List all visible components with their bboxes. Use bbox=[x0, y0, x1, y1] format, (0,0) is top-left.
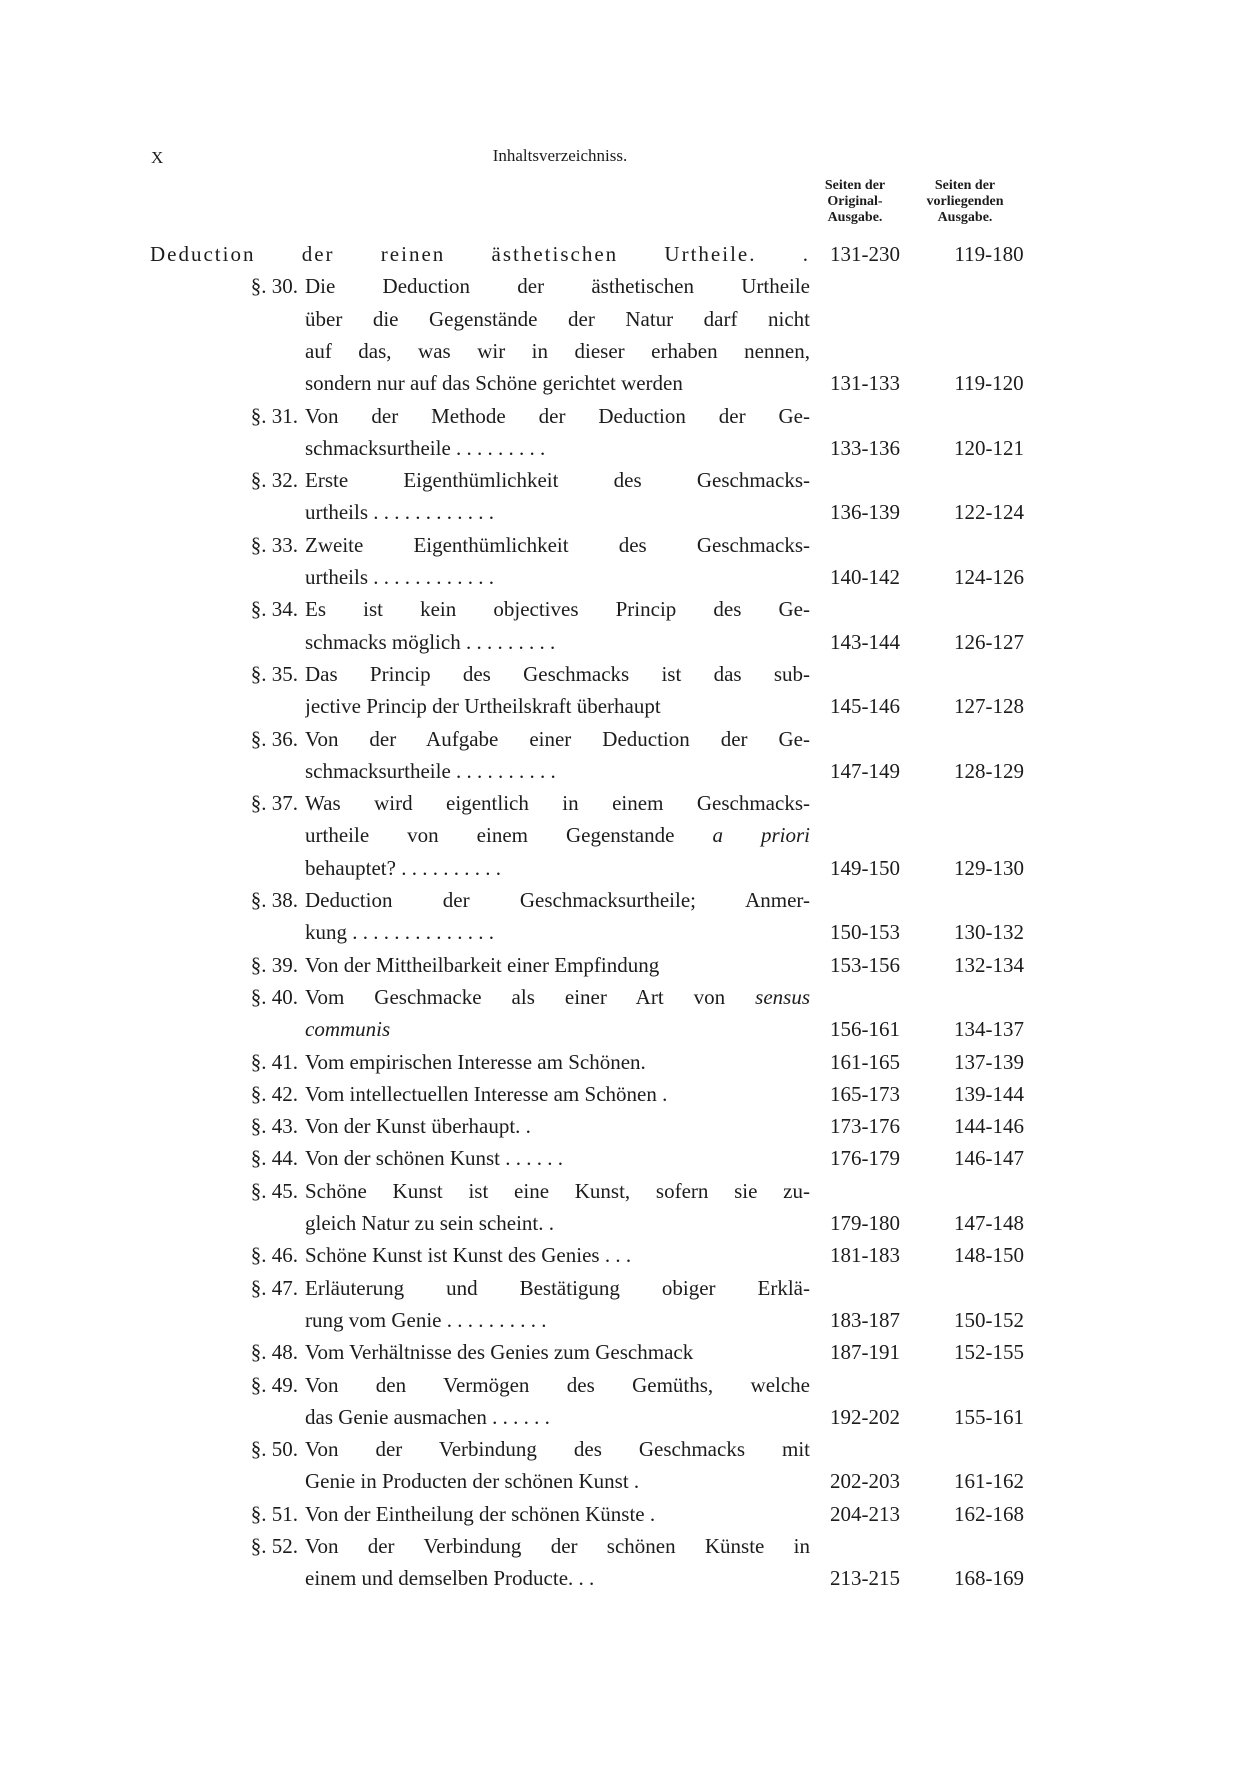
section-number: §. 30. bbox=[250, 274, 298, 299]
entry-text-line: auf das, was wir in dieser erhaben nennen, bbox=[305, 338, 810, 363]
entry-text-line: Vom intellectuellen Interesse am Schönen . bbox=[305, 1081, 668, 1106]
entry-text-line: urtheils . . . . . . . . . . . . bbox=[305, 500, 494, 525]
section-number: §. 37. bbox=[250, 791, 298, 816]
present-pages: 148-150 bbox=[954, 1243, 1024, 1268]
original-pages: 181-183 bbox=[830, 1243, 900, 1268]
original-pages: 173-176 bbox=[830, 1114, 900, 1139]
section-number: §. 39. bbox=[250, 952, 298, 977]
italic-phrase: a priori bbox=[674, 823, 810, 848]
present-pages: 134-137 bbox=[954, 1017, 1024, 1042]
entry-text-line: sondern nur auf das Schöne gerichtet werden bbox=[305, 371, 683, 396]
section-number: §. 45. bbox=[250, 1178, 298, 1203]
section-number: §. 48. bbox=[250, 1340, 298, 1365]
entry-text-line: Das Princip des Geschmacks ist das sub- bbox=[305, 661, 810, 686]
original-pages: 213-215 bbox=[830, 1566, 900, 1591]
present-pages: 162-168 bbox=[954, 1501, 1024, 1526]
original-pages: 187-191 bbox=[830, 1340, 900, 1365]
entry-text-line: urtheile von einem Gegenstande a priori bbox=[305, 823, 810, 848]
deduction-present-pages: 119-180 bbox=[954, 242, 1024, 266]
present-pages: 168-169 bbox=[954, 1566, 1024, 1591]
entry-text-line: Von der schönen Kunst . . . . . . bbox=[305, 1146, 564, 1171]
entry-text-line: Von den Vermögen des Gemüths, welche bbox=[305, 1372, 810, 1397]
section-number: §. 40. bbox=[250, 984, 298, 1009]
entry-text-line: Genie in Producten der schönen Kunst . bbox=[305, 1469, 640, 1494]
entry-text-line: Erste Eigenthümlichkeit des Geschmacks- bbox=[305, 468, 810, 493]
original-pages: 202-203 bbox=[830, 1469, 900, 1494]
section-number: §. 44. bbox=[250, 1146, 298, 1171]
entry-text-line: Zweite Eigenthümlichkeit des Geschmacks- bbox=[305, 532, 810, 557]
entry-text-line: Von der Mittheilbarkeit einer Empfindung bbox=[305, 952, 660, 977]
column-header-line: vorliegenden bbox=[926, 194, 1004, 209]
present-pages: 152-155 bbox=[954, 1340, 1024, 1365]
section-number: §. 42. bbox=[250, 1081, 298, 1106]
entry-text-line: urtheils . . . . . . . . . . . . bbox=[305, 565, 494, 589]
entry-text-line: Was wird eigentlich in einem Geschmacks- bbox=[305, 791, 810, 816]
entry-text-line: Vom empirischen Interesse am Schönen. bbox=[305, 1049, 646, 1074]
entry-text-line: Vom Geschmacke als einer Art von sensus bbox=[305, 984, 810, 1009]
column-header-line: Original- bbox=[827, 194, 883, 209]
section-number: §. 38. bbox=[250, 888, 298, 912]
section-number: §. 49. bbox=[250, 1372, 298, 1397]
original-pages: 149-150 bbox=[830, 855, 900, 880]
entry-text-line: rung vom Genie . . . . . . . . . . bbox=[305, 1307, 547, 1332]
entry-text-line: Von der Verbindung des Geschmacks mit bbox=[305, 1437, 810, 1462]
entry-text-line: Von der Methode der Deduction der Ge- bbox=[305, 403, 810, 428]
present-pages: 150-152 bbox=[954, 1307, 1024, 1332]
entry-text-line: einem und demselben Producte. . . bbox=[305, 1566, 595, 1591]
page-number: X bbox=[151, 148, 164, 167]
present-pages: 155-161 bbox=[954, 1404, 1024, 1429]
section-number: §. 50. bbox=[250, 1437, 298, 1462]
original-pages: 145-146 bbox=[830, 694, 900, 719]
entry-text-line: Von der Kunst überhaupt. . bbox=[305, 1114, 531, 1139]
original-pages: 161-165 bbox=[830, 1049, 900, 1074]
italic-phrase: communis bbox=[305, 1017, 391, 1042]
entry-text-line: Von der Verbindung der schönen Künste in bbox=[305, 1534, 810, 1558]
present-pages: 132-134 bbox=[954, 952, 1024, 977]
present-pages: 161-162 bbox=[954, 1469, 1024, 1494]
present-pages: 119-120 bbox=[954, 371, 1024, 396]
section-number: §. 41. bbox=[250, 1049, 298, 1074]
original-pages: 179-180 bbox=[830, 1211, 900, 1235]
column-header-line: Ausgabe. bbox=[937, 210, 993, 225]
entry-text-line: Erläuterung und Bestätigung obiger Erklä- bbox=[305, 1275, 810, 1300]
present-pages: 130-132 bbox=[954, 920, 1024, 945]
entry-text-line: über die Gegenstände der Natur darf nicht bbox=[305, 306, 810, 331]
entry-text-line: Die Deduction der ästhetischen Urtheile bbox=[305, 274, 810, 299]
column-header-line: Seiten der bbox=[824, 178, 886, 193]
section-number: §. 32. bbox=[250, 468, 298, 493]
deduction-original-pages: 131-230 bbox=[830, 242, 900, 266]
original-pages: 192-202 bbox=[830, 1404, 900, 1429]
column-header-original-edition bbox=[800, 178, 910, 226]
original-pages: 153-156 bbox=[830, 952, 900, 977]
present-pages: 122-124 bbox=[954, 500, 1024, 525]
section-number: §. 47. bbox=[250, 1275, 298, 1300]
entry-text-line: Vom Verhältnisse des Genies zum Geschmack bbox=[305, 1340, 694, 1365]
original-pages: 143-144 bbox=[830, 629, 900, 654]
entry-text-line: das Genie ausmachen . . . . . . bbox=[305, 1404, 550, 1429]
original-pages: 147-149 bbox=[830, 758, 900, 783]
original-pages: 183-187 bbox=[830, 1307, 900, 1332]
running-head: Inhaltsverzeichniss. bbox=[492, 146, 628, 165]
entry-text-line: Deduction der Geschmacksurtheile; Anmer- bbox=[305, 888, 810, 912]
entry-text-line: Schöne Kunst ist eine Kunst, sofern sie zu- bbox=[305, 1178, 810, 1203]
original-pages: 165-173 bbox=[830, 1081, 900, 1106]
entry-text-line: Von der Eintheilung der schönen Künste . bbox=[305, 1501, 656, 1526]
column-header-present-edition bbox=[910, 178, 1020, 226]
section-number: §. 35. bbox=[250, 661, 298, 686]
present-pages: 144-146 bbox=[954, 1114, 1024, 1139]
italic-phrase: sensus bbox=[725, 984, 810, 1009]
present-pages: 128-129 bbox=[954, 758, 1024, 783]
original-pages: 140-142 bbox=[830, 565, 900, 589]
present-pages: 147-148 bbox=[954, 1211, 1024, 1235]
entry-text-line: Von der Aufgabe einer Deduction der Ge- bbox=[305, 726, 810, 751]
present-pages: 146-147 bbox=[954, 1146, 1024, 1171]
entry-text-line: schmacksurtheile . . . . . . . . . bbox=[305, 435, 546, 460]
section-number: §. 31. bbox=[250, 403, 298, 428]
original-pages: 150-153 bbox=[830, 920, 900, 945]
original-pages: 133-136 bbox=[830, 435, 900, 460]
section-number: §. 34. bbox=[250, 597, 298, 622]
section-number: §. 36. bbox=[250, 726, 298, 751]
present-pages: 126-127 bbox=[954, 629, 1024, 654]
original-pages: 204-213 bbox=[830, 1501, 900, 1526]
entry-text-line: Es ist kein objectives Princip des Ge- bbox=[305, 597, 810, 622]
section-number: §. 33. bbox=[250, 532, 298, 557]
section-number: §. 46. bbox=[250, 1243, 298, 1268]
present-pages: 124-126 bbox=[954, 565, 1024, 589]
entry-text-line bbox=[305, 1013, 810, 1045]
original-pages: 136-139 bbox=[830, 500, 900, 525]
entry-text-line: Schöne Kunst ist Kunst des Genies . . . bbox=[305, 1243, 632, 1268]
column-header-line: Ausgabe. bbox=[827, 210, 883, 225]
original-pages: 156-161 bbox=[830, 1017, 900, 1042]
deduction-heading: Deduction der reinen ästhetischen Urtheile. . bbox=[150, 242, 810, 266]
entry-text-line: behauptet? . . . . . . . . . . bbox=[305, 855, 501, 880]
original-pages: 176-179 bbox=[830, 1146, 900, 1171]
entry-text-line: schmacksurtheile . . . . . . . . . . bbox=[305, 758, 556, 783]
entry-text-line: jective Princip der Urtheilskraft überhaupt bbox=[305, 694, 661, 719]
section-number: §. 51. bbox=[250, 1501, 298, 1526]
entry-text-line: kung . . . . . . . . . . . . . . bbox=[305, 920, 494, 945]
present-pages: 129-130 bbox=[954, 855, 1024, 880]
present-pages: 139-144 bbox=[954, 1081, 1024, 1106]
present-pages: 120-121 bbox=[954, 435, 1024, 460]
section-number: §. 43. bbox=[250, 1114, 298, 1139]
section-number: §. 52. bbox=[250, 1534, 298, 1558]
column-header-line: Seiten der bbox=[934, 178, 996, 193]
original-pages: 131-133 bbox=[830, 371, 900, 396]
present-pages: 137-139 bbox=[954, 1049, 1024, 1074]
entry-text-line: schmacks möglich . . . . . . . . . bbox=[305, 629, 556, 654]
entry-text-line: gleich Natur zu sein scheint. . bbox=[305, 1211, 555, 1235]
present-pages: 127-128 bbox=[954, 694, 1024, 719]
